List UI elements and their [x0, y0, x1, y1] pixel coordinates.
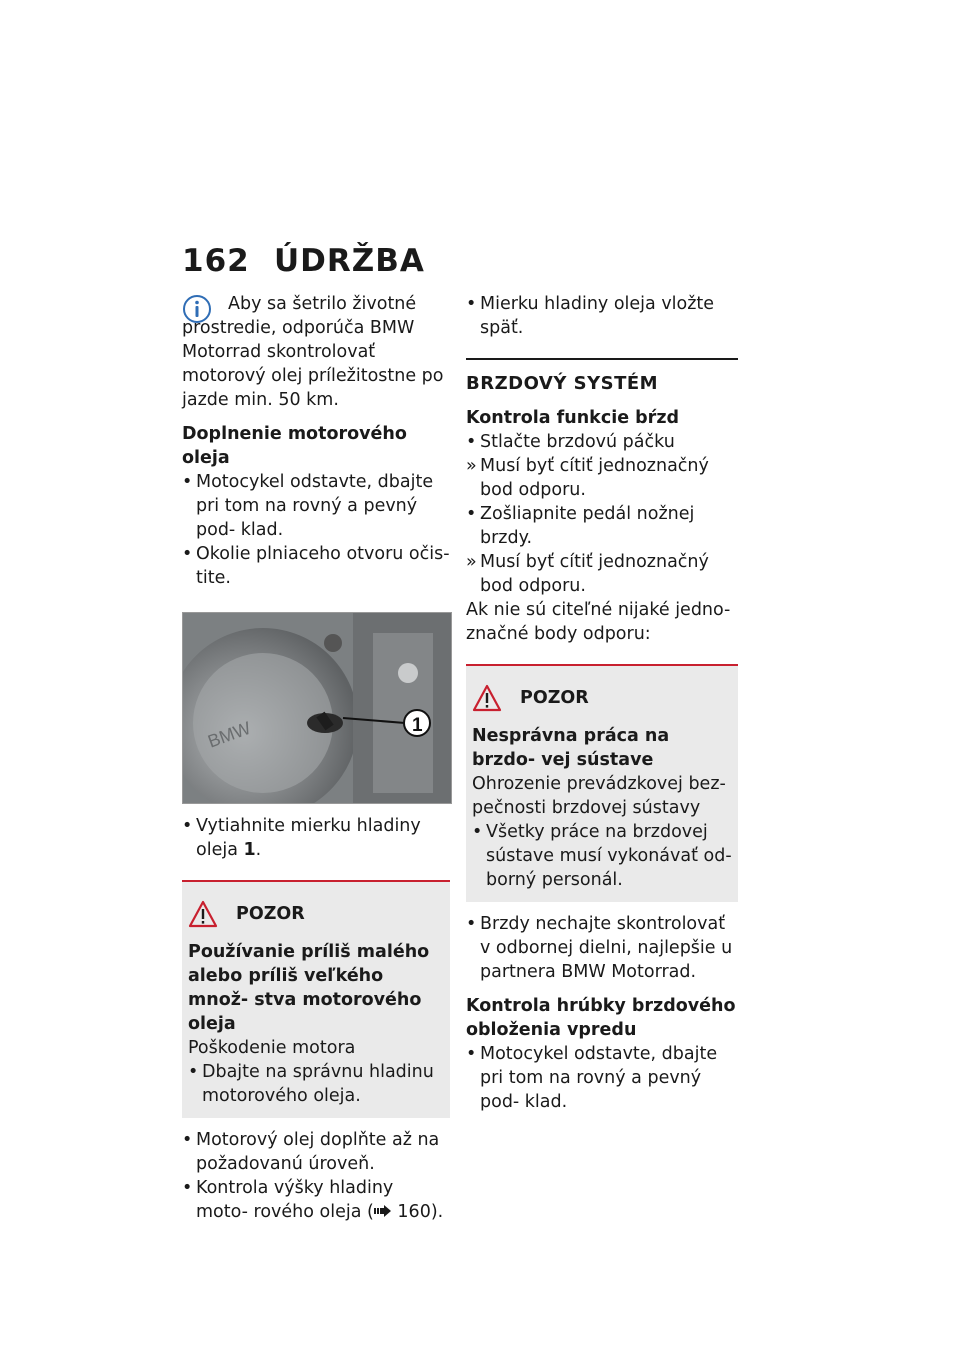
heading-brake-check: Kontrola funkcie bŕzd	[466, 408, 680, 428]
engine-photo	[182, 612, 452, 804]
warning-title: POZOR	[520, 688, 589, 708]
warning-subject: Používanie príliš malého alebo príliš veľkého množ- stva motorového oleja	[188, 942, 430, 1034]
section-title: BRZDOVÝ SYSTÉM	[466, 358, 738, 396]
page-number: 162	[182, 243, 250, 279]
list-item: • Mierku hladiny oleja vložte späť.	[466, 292, 738, 340]
callout-number: 1	[412, 715, 423, 736]
svg-text:BMW: BMW	[205, 717, 254, 752]
engine-illustration	[183, 613, 451, 803]
warning-title: POZOR	[236, 904, 305, 924]
arrow-ref-icon	[374, 1205, 392, 1217]
warning-header	[188, 896, 444, 932]
info-icon	[182, 294, 212, 324]
list-item: • Vytiahnite mierku hladiny oleja 1.	[182, 814, 450, 862]
list-item: • Motocykel odstavte, dbajte pri tom na rovný a pevný pod- klad.	[182, 470, 450, 542]
warning-instruction: • Všetky práce na brzdovej sústave musí vykonávať od- borný personál.	[472, 820, 732, 892]
warning-triangle-icon	[472, 684, 502, 712]
warning-box	[182, 880, 450, 1118]
warning-triangle-icon	[188, 900, 218, 928]
list-item: • Brzdy nechajte skontrolovať v odbornej dielni, najlepšie u partnera BMW Motorrad.	[466, 912, 738, 984]
warning-consequence: Poškodenie motora	[188, 1038, 356, 1058]
right-column	[466, 292, 738, 1114]
list-item: • Motocykel odstavte, dbajte pri tom na rovný a pevný pod- klad.	[466, 1042, 738, 1114]
warning-instruction: • Dbajte na správnu hladinu motorového oleja.	[188, 1060, 444, 1108]
page-header	[182, 243, 425, 279]
paragraph: Ak nie sú citeľné nijaké jedno- značné body odporu:	[466, 600, 731, 644]
result-item: » Musí byť cítiť jednoznačný bod odporu.	[466, 454, 738, 502]
info-note-text: Aby sa šetrilo životné prostredie, odporúča BMW Motorrad skontrolovať motorový olej príležitostne po jazde min. 50 km.	[182, 294, 444, 410]
heading-pad-check: Kontrola hrúbky brzdového obloženia vpredu	[466, 996, 736, 1040]
warning-consequence: Ohrozenie prevádzkovej bez- pečnosti brzdovej sústavy	[472, 774, 726, 818]
page-title: ÚDRŽBA	[274, 243, 425, 279]
heading-oil-refill: Doplnenie motorového oleja	[182, 424, 407, 468]
warning-subject: Nesprávna práca na brzdo- vej sústave	[472, 726, 670, 770]
list-item: • Kontrola výšky hladiny moto- rového oleja ( 160).	[182, 1176, 450, 1224]
warning-header	[472, 680, 732, 716]
list-item: • Okolie plniaceho otvoru očis- tite.	[182, 542, 450, 590]
info-note	[182, 292, 450, 412]
warning-box	[466, 664, 738, 902]
result-item: » Musí byť cítiť jednoznačný bod odporu.	[466, 550, 738, 598]
left-column	[182, 292, 450, 1224]
list-item: • Zošliapnite pedál nožnej brzdy.	[466, 502, 738, 550]
list-item: • Motorový olej doplňte až na požadovanú úroveň.	[182, 1128, 450, 1176]
list-item: • Stlačte brzdovú páčku	[466, 430, 738, 454]
